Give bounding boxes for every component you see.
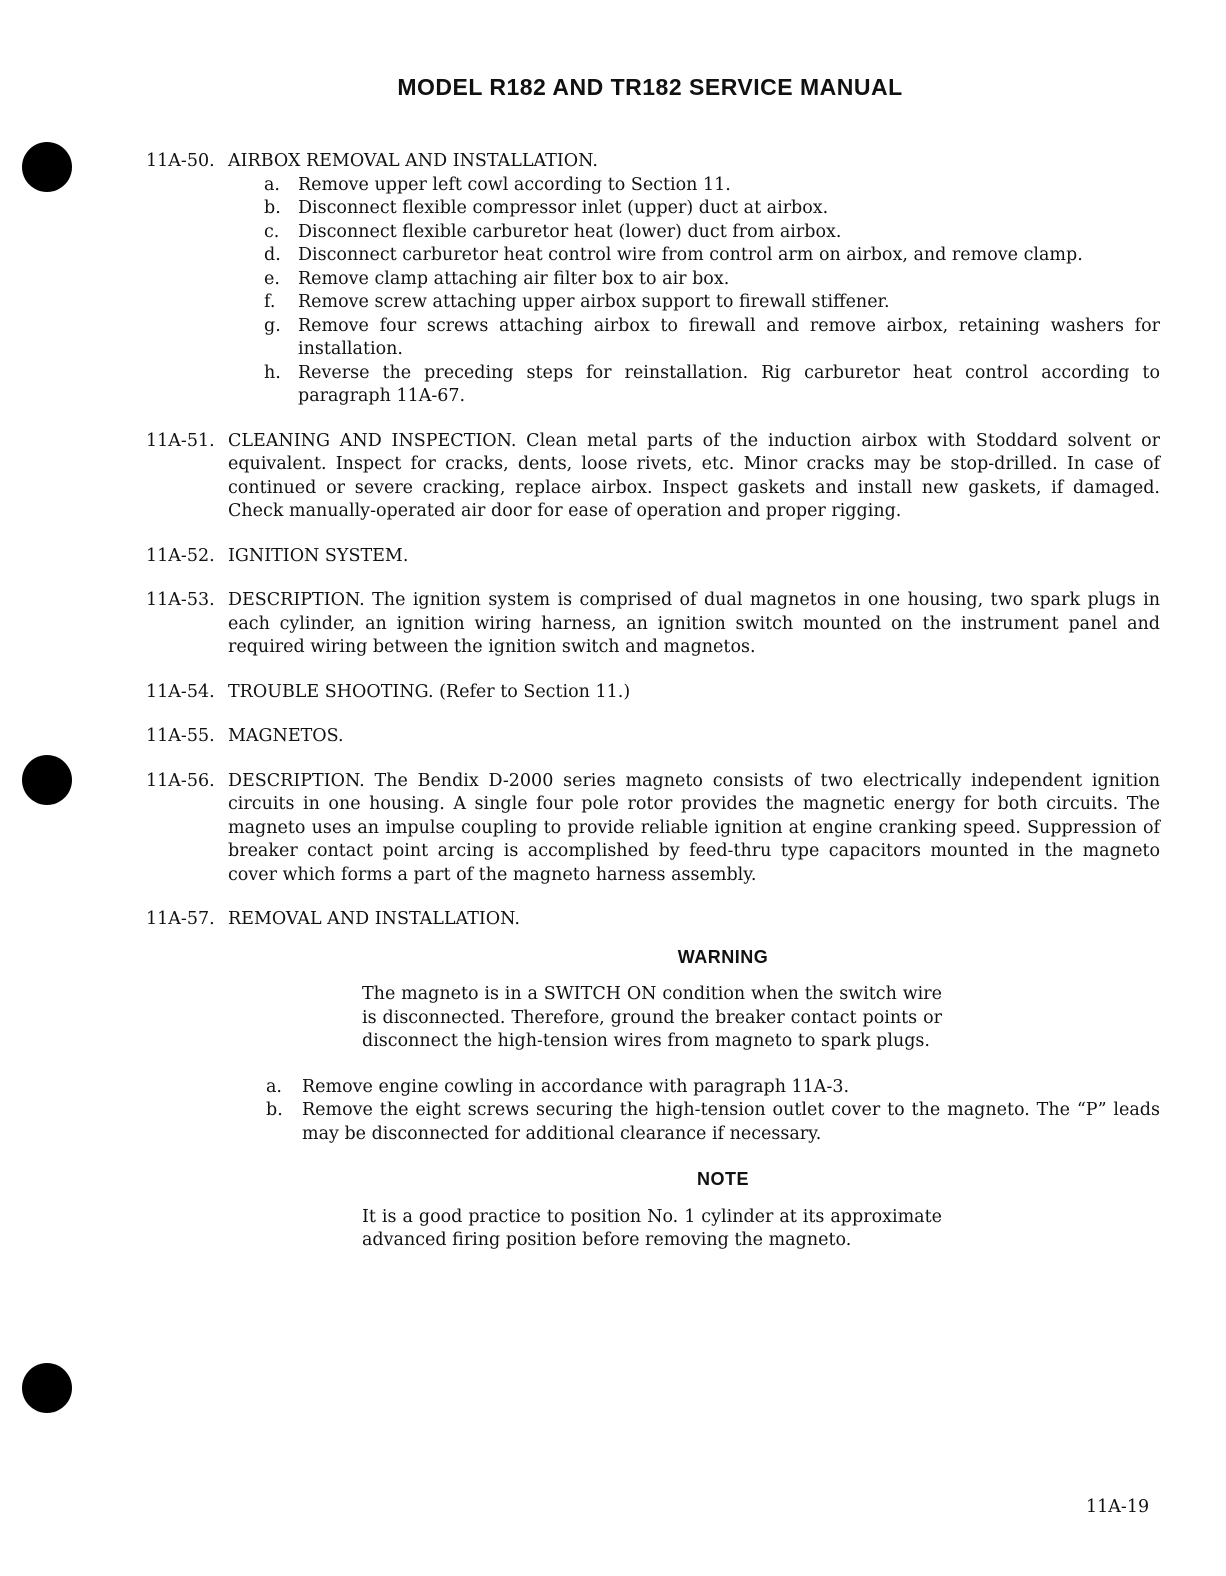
step-letter: g.: [264, 315, 281, 336]
warning-text: The magneto is in a SWITCH ON condition when the switch wire is disconnected. Therefore, ground the breaker contact points or disconnect the high-tension wires from magneto to spark plugs.: [362, 984, 942, 1051]
note-title: NOTE: [696, 1169, 749, 1189]
section-title: AIRBOX REMOVAL AND INSTALLATION.: [228, 151, 598, 171]
step-letter: b.: [264, 198, 281, 218]
list-item: [146, 1099, 1160, 1146]
step-letter: e.: [264, 268, 280, 289]
section-text: CLEANING AND INSPECTION. Clean metal parts of the induction airbox with Stoddard solvent or equivalent. Inspect for cracks, dents, loose rivets, etc. Minor cracks may be stop-drilled. In case of continued or severe cracking, replace airbox. Inspect gaskets and install new gaskets, if damaged. Check manually-operated air door for ease of operation and proper rigging.: [228, 430, 1160, 521]
step-text: Disconnect flexible compressor inlet (upper) duct at airbox.: [298, 198, 829, 218]
section-text: DESCRIPTION. The Bendix D-2000 series magneto consists of two electrically independent ignition circuits in one housing. A single four pole rotor provides the magnetic energy for both circuits. The magneto uses an impulse coupling to provide reliable ignition at engine cranking speed. Suppression of breaker contact point arcing is accomplished by feed-thru type capacitors mounted in the magneto cover which forms a part of the magneto harness assembly.: [228, 770, 1160, 885]
list-item: [228, 315, 1160, 362]
section-title: REMOVAL AND INSTALLATION.: [228, 909, 520, 929]
list-item: [228, 197, 1160, 221]
step-letter: c.: [264, 221, 280, 242]
section-number: 11A-56.: [146, 770, 215, 791]
section-title: MAGNETOS.: [228, 726, 344, 746]
list-item: [228, 221, 1160, 245]
section-text: DESCRIPTION. The ignition system is comprised of dual magnetos in one housing, two spark plugs in each cylinder, an ignition wiring harness, an ignition switch mounted on the instrument panel and required wiring between the ignition switch and magnetos.: [228, 590, 1160, 657]
binder-hole: [22, 755, 72, 805]
section-11a-57: [146, 908, 1160, 932]
list-item: [228, 174, 1160, 198]
section-11a-50: [146, 150, 1160, 409]
section-title: TROUBLE SHOOTING. (Refer to Section 11.): [228, 681, 631, 702]
section-11a-52: [146, 545, 1160, 569]
list-item: [228, 362, 1160, 409]
section-number: 11A-51.: [146, 430, 215, 451]
step-letter: a.: [264, 174, 280, 195]
step-text: Disconnect flexible carburetor heat (lower) duct from airbox.: [298, 221, 842, 242]
binder-hole: [22, 1363, 72, 1413]
list-item: [228, 291, 1160, 315]
section-number: 11A-50.: [146, 151, 215, 171]
step-list: [146, 1076, 1160, 1147]
note-text: It is a good practice to position No. 1 cylinder at its approximate advanced firing position before removing the magneto.: [362, 1206, 942, 1250]
list-item: [228, 244, 1160, 268]
step-text: Disconnect carburetor heat control wire from control arm on airbox, and remove clamp.: [298, 245, 1083, 265]
warning-title: WARNING: [677, 946, 769, 967]
section-number: 11A-53.: [146, 590, 215, 610]
section-11a-54: [146, 681, 1160, 705]
section-11a-56: [146, 770, 1160, 888]
list-item: [146, 1076, 1160, 1100]
step-text: Remove four screws attaching airbox to firewall and remove airbox, retaining washers for installation.: [298, 315, 1160, 359]
binder-hole: [22, 142, 72, 192]
step-text: Remove engine cowling in accordance with paragraph 11A-3.: [302, 1076, 850, 1097]
step-letter: f.: [264, 292, 276, 312]
step-text: Remove screw attaching upper airbox support to firewall stiffener.: [298, 292, 890, 312]
section-title: IGNITION SYSTEM.: [228, 545, 409, 566]
section-11a-53: [146, 589, 1160, 660]
section-number: 11A-55.: [146, 726, 215, 746]
section-number: 11A-57.: [146, 909, 215, 929]
step-letter: d.: [264, 245, 281, 265]
page-title: MODEL R182 AND TR182 SERVICE MANUAL: [397, 74, 903, 100]
step-letter: b.: [266, 1100, 283, 1120]
step-text: Remove upper left cowl according to Section 11.: [298, 174, 731, 195]
step-text: Remove clamp attaching air filter box to air box.: [298, 268, 730, 289]
list-item: [228, 268, 1160, 292]
page-number: 11A-19: [1086, 1497, 1150, 1517]
step-letter: a.: [266, 1076, 282, 1097]
section-number: 11A-52.: [146, 545, 215, 566]
manual-body: [146, 150, 1160, 1275]
step-text: Remove the eight screws securing the high-tension outlet cover to the magneto. The “P” leads may be disconnected for additional clearance if necessary.: [302, 1100, 1160, 1144]
section-11a-55: [146, 725, 1160, 749]
step-list: [228, 174, 1160, 409]
section-number: 11A-54.: [146, 681, 215, 702]
step-letter: h.: [264, 362, 281, 383]
section-11a-51: [146, 430, 1160, 524]
step-text: Reverse the preceding steps for reinstallation. Rig carburetor heat control according to paragraph 11A-67.: [298, 362, 1160, 406]
